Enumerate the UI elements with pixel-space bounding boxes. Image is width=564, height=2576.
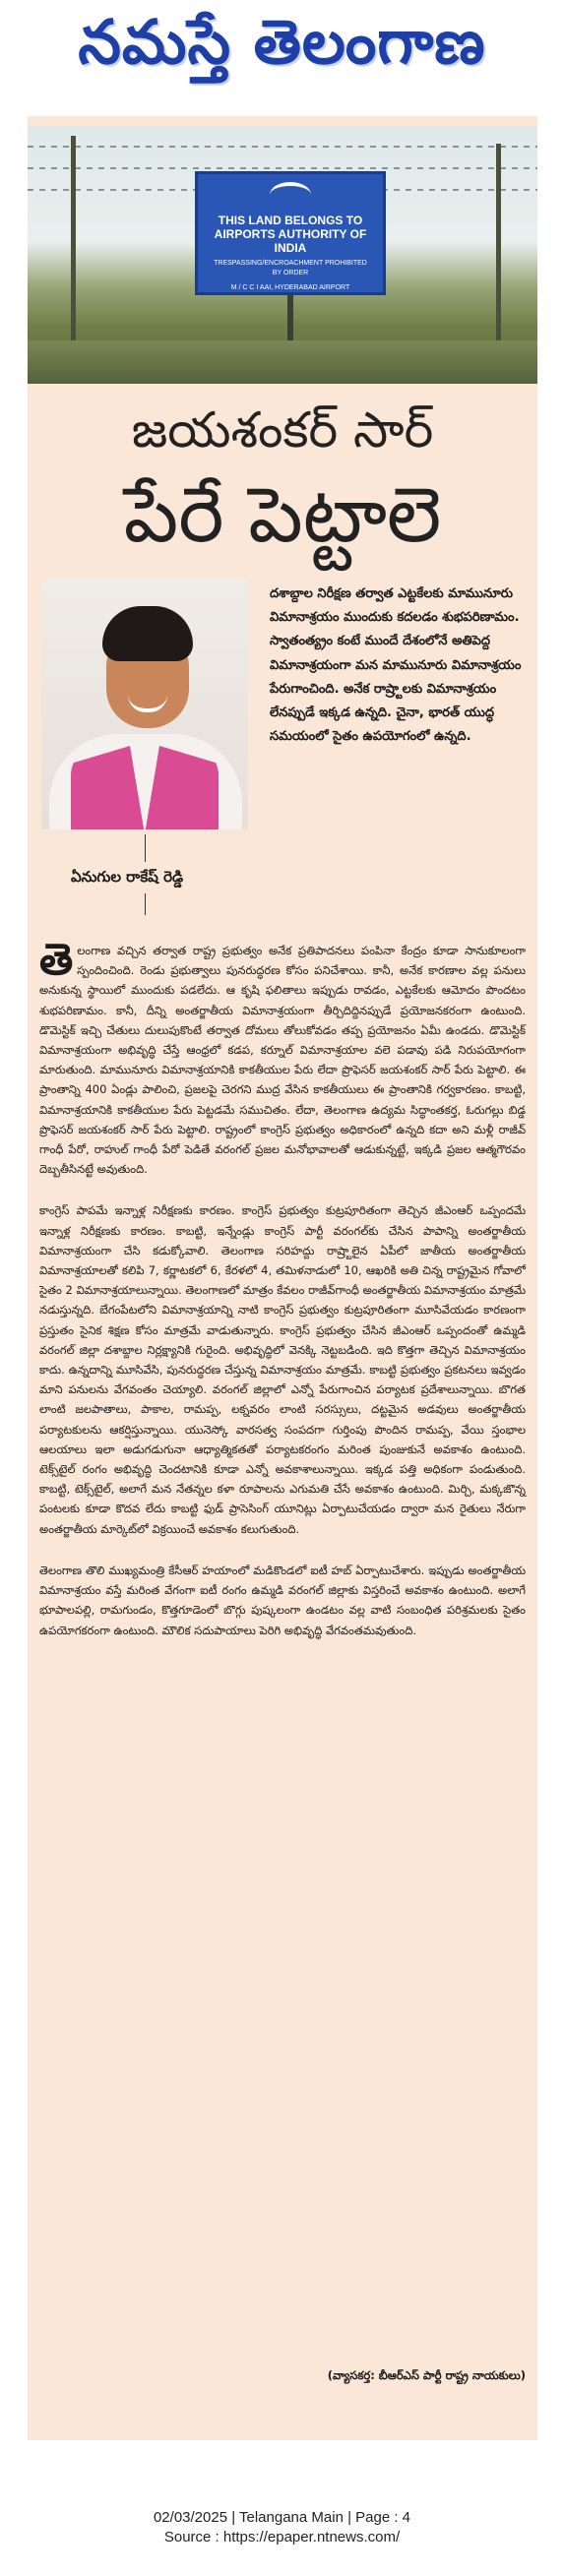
intro-blurb [270, 583, 528, 749]
fence-post [71, 136, 76, 342]
author-portrait [41, 579, 248, 829]
fence-post [496, 144, 501, 340]
barbed-wire [28, 167, 537, 169]
airport-land-sign [195, 171, 386, 295]
headline-line-1: జయశంకర్ సార్ [131, 401, 434, 459]
news-photo [28, 126, 537, 384]
intro-text: దశాబ్దాల నిరీక్షణ తర్వాత ఎట్టకేలకు మామునూరు విమానాశ్రయం ముందుకు కదలడం శుభపరిణామం. స్వాతంత్య్రం కంటే ముందే దేశంలోనే అతిపెద్ద విమానాశ్రయంగా మన మామునూరు విమానాశ్రయం పేరుగాంచింది. అనేక రాష్ర్టాలకు విమానాశ్రయం లేనప్పుడే ఇక్కడ ఉన్నది. చైనా, భారత్ యుద్ధ సమయంలో సైతం ఉపయోగంలో ఉన్నది. [270, 586, 522, 745]
sign-text: THIS LAND BELONGS TO [218, 214, 363, 227]
article-clipping [28, 116, 537, 2440]
article-body [39, 935, 526, 1662]
barbed-wire [28, 146, 537, 148]
source-link[interactable]: Source : https://epaper.ntnews.com/ [163, 2529, 401, 2545]
paragraph: తెలంగాణ తొలి ముఖ్యమంత్రి కేసీఆర్ హయాంలో మడికొండలో ఐటీ హబ్ ఏర్పాటుచేశారు. ఇప్పుడు అంతర్జాతీయ విమానాశ్రయం వస్తే మరింత వేగంగా ఐటీ రంగం ఉమ్మడి వరంగల్ జిల్లాకు విస్తరించే అవకాశం ఉంటుంది. అలాగే భూపాలపల్లి, రామగుండం, కొత్తగూడెంలో బొగ్గు పుష్కలంగా ఉండటం వల్ల వాటి సంబంధిత పరిశ్రమలకు సైతం ఉపయోగకరంగా ఉంటుంది. మౌలిక సదుపాయాలు పెరిగి అభివృద్ధి వేగవంతమవుతుంది. [39, 1563, 526, 1637]
aai-emblem-icon [270, 182, 311, 208]
paragraph [39, 935, 526, 1179]
author-byline: ఏనుగుల రాకేష్ రెడ్డి [71, 868, 184, 886]
headline-line-2: పేరే పెట్టాలె [123, 471, 442, 560]
page-footer [0, 2508, 564, 2547]
sign-text: AIRPORTS AUTHORITY OF INDIA [214, 227, 367, 255]
newspaper-logo: నమస్తే తెలంగాణ [78, 6, 486, 78]
portrait-hair [102, 606, 193, 661]
paragraph: కాంగ్రెస్ పాపమే ఇన్నాళ్ల నిరీక్షణకు కారణం. కాంగ్రెస్ ప్రభుత్వం కుట్రపూరితంగా తెచ్చిన జీఎంఆర్ ఒప్పందమే ఇన్నాళ్ల నిరీక్షణకు కారణం. కాబట్టి, ఇన్నేండ్లు కాంగ్రెస్ పార్టీ వరంగల్‌కు చేసిన పాపాన్ని అంతర్జాతీయ విమానాశ్రయంగా చేసి కడుక్కోవాలి. తెలంగాణ సరిహద్దు రాష్ర్టాలైన ఏపీలో జాతీయ అంతర్జాతీయ విమానాశ్రయాలతో కలిపి 7, కర్ణాటకలో 6, కేరళలో 4, తమిళనాడులో 10, ఆఖరికి అతి చిన్న రాష్ట్రమైన గోవాలో సైతం 2 విమానాశ్రయాలున్నాయి. తెలంగాణలో మాత్రం కేవలం రాజీవ్‌గాంధీ అంతర్జాతీయ విమానాశ్రయం మాత్రమే నడుస్తున్నది. బేగంపేటలోని విమానాశ్రయాన్ని నాటి కాంగ్రెస్ ప్రభుత్వం కుట్రపూరితంగా మూసివేయడం కారణంగా ప్రస్తుతం సైనిక శిక్షణ కోసం మాత్రమే వాడుతున్నారు. కాంగ్రెస్ ప్రభుత్వం చేసిన జీఎంఆర్ ఒప్పందంతో ఉమ్మడి వరంగల్ జిల్లా దశాబ్దాల నిర్లక్ష్యానికి గురైంది. అభివృద్ధిలో వెనక్కి నెట్టబడింది. ఇది కొత్తగా తెచ్చిన విమానాశ్రయం కాదు. ఉన్నదాన్ని మూసివేసి, పునరుద్ధరణ చేస్తున్న విమానాశ్రయం మాత్రమే. కాబట్టి ప్రభుత్వం ప్రకటనలు ఇవ్వడం మాని పనులను వేగవంతం చెయ్యాలి. వరంగల్ జిల్లాలో ఎన్నో పేరుగాంచిన పర్యాటక ప్రదేశాలున్నాయి. బొగత లాంటి జలపాతాలు, పాకాల, రామప్ప, లక్నవరం లాంటి సరస్సులు, దట్టమైన అడవులు అంతర్జాతీయ పర్యాటకులను ఆకర్షిస్తున్నాయి. యునెస్కో వారసత్వ సంపదగా గుర్తింపు పొందిన రామప్ప, వేయి స్తంభాల ఆలయాలు ఇలా అడుగడుగునా ఆధ్యాత్మికతతో పర్యాటకరంగం మరింత పుంజుకునే అవకాశం ఉంటుంది. టెక్స్‌టైల్ రంగం అభివృద్ధి చెందటానికి కూడా ఎన్నో అవకాశాలున్నాయి. ఇక్కడ పత్తి అధికంగా పండుతుంది. కాబట్టి, టెక్స్‌టైల్, అలాగే మన నేతన్నల కళా రూపాలను ఎగుమతి చేసే అవకాశం ఉంటుంది. మిర్చి, మక్కజొన్న పంటలకు కూడా కొదవ లేదు కాబట్టి ఫుడ్ ప్రాసెసింగ్ యూనిట్లు ఏర్పాటుచేయడం ద్వారా మన రైతులు నేరుగా అంతర్జాతీయ మార్కెట్‌లో విక్రయించే అవకాశం కలుగుతుంది. [39, 1203, 526, 1536]
sign-text: BY ORDER [272, 270, 309, 276]
masthead [0, 0, 564, 98]
paragraph-text: లంగాణ వచ్చిన తర్వాత రాష్ట్ర ప్రభుత్వం అనేక ప్రతిపాదనలు పంపినా కేంద్రం కూడా సానుకూలంగా స్పందించింది. రెండు ప్రభుత్వాలు పునరుద్ధరణ కోసం పనిచేశాయి. కానీ, అనేక కారణాల వల్ల పనులు అనుకున్న స్థాయిలో ముందుకు పడలేదు. ఆ కృషి ఫలితాలు ఇప్పుడు రావడం, ఎట్టకేలకు ఆమోదం పొందటం శుభపరిణామం. కానీ, దీన్ని అంతర్జాతీయ విమానాశ్రయంగా తీర్చిదిద్దినప్పుడే ప్రయోజనకరంగా ఉంటుంది. డొమెస్టిక్ ఇచ్చి చేతులు దులుపుకొంటే తర్వాత దోమలు తోలుకోవడం తప్ప ప్రయోజనం ఏమీ ఉండదు. డొమెస్టిక్ విమానాశ్రయంగా అభివృద్ధి చేస్తే ఆంధ్రలో కడప, కర్నూల్ విమానాశ్రయాల వలె పడావు పడి నిరుపయోగంగా మారుతుంది. మామునూరు విమానాశ్రయానికి కాకతీయుల పేరు లేదా ప్రొఫెసర్ జయశంకర్ సార్ పేరు పెట్టాలి. ఈ ప్రాంతాన్ని 400 ఏండ్లు పాలించి, ప్రజలపై చెరగని ముద్ర వేసిన కాకతీయులు ఈ ప్రాంతానికి గర్వకారణం. కాబట్టి, విమానాశ్రయానికి కాకతీయుల పేరు పెట్టడమే సముచితం. లేదా, తెలంగాణ ఉద్యమ సిద్ధాంతకర్త, ఓరుగల్లు బిడ్డ ప్రొఫెసర్ జయశంకర్ సార్ పేరు పెట్టాలి. రాష్ట్రంలో కాంగ్రెస్ ప్రభుత్వం అధికారంలో ఉన్నది కదా అని మళ్లీ రాజీవ్ గాంధీ పేరో, రాహుల్ గాంధీ పేరో పెడితే వరంగల్ ప్రజల మనోభావాలతో ఆడుకున్నట్టే, ఇక్కడి ప్రజల ఆత్మగౌరవం దెబ్బతీసినట్టే అవుతుంది. [39, 944, 526, 1177]
drop-cap: తె [39, 935, 74, 985]
byline-divider [145, 834, 146, 862]
compound-wall [28, 340, 537, 384]
author-credit: (వ్యాసకర్త: బీఆర్ఎస్ పార్టీ రాష్ట్ర నాయకులు) [327, 2368, 526, 2382]
issue-info: 02/03/2025 | Telangana Main | Page : 4 [153, 2509, 411, 2526]
sign-text: TRESPASSING/ENCROACHMENT PROHIBITED [214, 260, 367, 267]
byline-divider [145, 893, 146, 915]
sign-text: M / C C I AAI, HYDERABAD AIRPORT [230, 284, 350, 291]
